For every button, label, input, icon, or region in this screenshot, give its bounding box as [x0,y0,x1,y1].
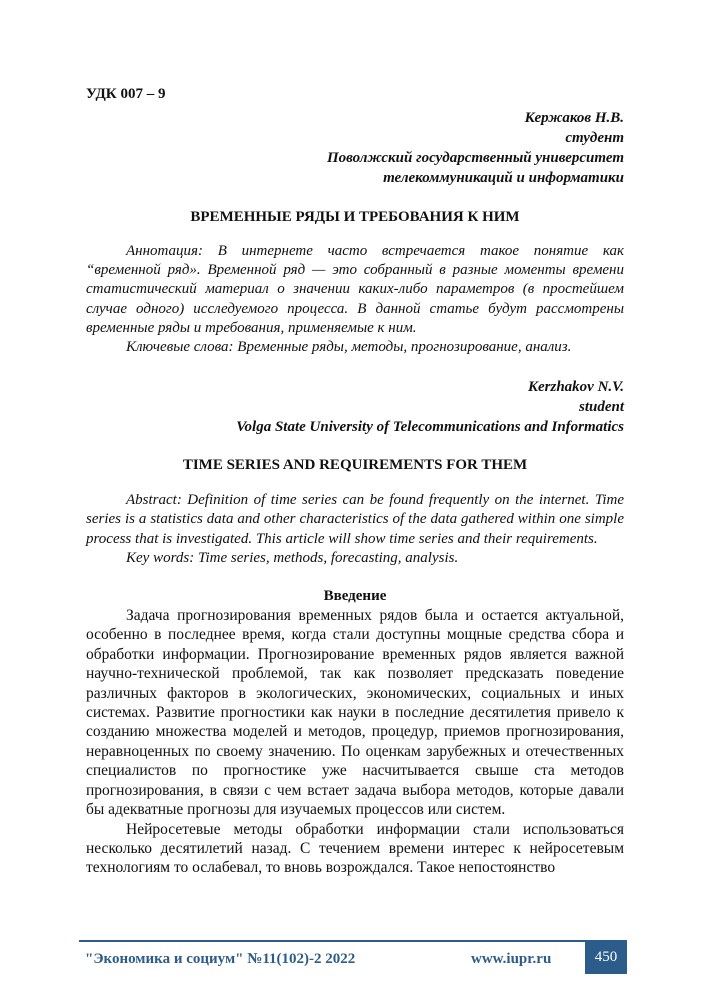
en-keywords: Key words: Time series, methods, forecasting, analysis. [126,549,459,566]
article-page [86,84,624,878]
en-author-position: student [578,399,624,416]
ru-keywords: Ключевые слова: Временные ряды, методы, прогнозирование, анализ. [126,339,572,356]
ru-article-title: ВРЕМЕННЫЕ РЯДЫ И ТРЕБОВАНИЯ К НИМ [190,209,520,225]
section-heading-introduction: Введение [323,588,387,605]
body-paragraph-1: Задача прогнозирования временных рядов была и остается актуальной, особенно в последнее время, когда стали доступны мощные средства сбора и обработки информации. Прогнозирование временных рядов является важной научно-технической проблемой, так как позволяет предсказать поведение различных факторов в экологических, экономических, социальных и иных системах. Развитие прогностики как науки в последние десятилетия привело к созданию множества моделей и методов, процедур, приемов прогнозирования, неравноценных по своему значению. По оценкам зарубежных и отечественных специалистов по прогностике уже насчитывается свыше ста методов прогнозирования, в связи с чем встает задача выбора методов, которые давали бы адекватные прогнозы для изучаемых процессов или систем. [86,607,624,819]
en-abstract: Abstract: Definition of time series can be found frequently on the internet. Time series is a statistics data and other characteristics of the data gathered within one simple process that is investigated. This article will show time series and their requirements. [86,492,624,547]
footer-website-link[interactable]: www.iupr.ru [471,951,552,967]
footer-journal-title: "Экономика и социум" №11(102)-2 2022 [85,951,356,967]
page-footer [79,940,627,974]
footer-divider [79,940,627,942]
en-article-title: TIME SERIES AND REQUIREMENTS FOR THEM [182,457,528,474]
footer-page-number: 450 [585,940,627,974]
en-affiliation: Volga State University of Telecommunications and Informatics [236,419,624,436]
ru-author-position: студент [565,130,624,146]
ru-abstract: Аннотация: В интернете часто встречается такое понятие как “временной ряд». Временной ряд — это собранный в разные моменты времени статистический материал о значении каких-либо параметров (в простейшем случае одного) исследуемого процесса. В данной статье будут рассмотрены временные ряды и требования, применяемые к ним. [86,243,624,336]
en-author-block [86,377,624,437]
body-paragraph-2: Нейросетевые методы обработки информации стали использоваться несколько десятилетий назад. С течением времени интерес к нейросетевым технологиям то ослабевал, то вновь возрождался. Такое непостоянство [86,820,624,877]
ru-affiliation-line-1: Поволжский государственный университет [326,150,624,166]
ru-author-block [86,108,624,188]
ru-author-name: Кержаков Н.В. [524,110,624,126]
ru-affiliation-line-2: телекоммуникаций и информатики [383,170,624,186]
en-author-name: Kerzhakov N.V. [528,379,624,396]
udk-code: УДК 007 – 9 [86,86,166,102]
